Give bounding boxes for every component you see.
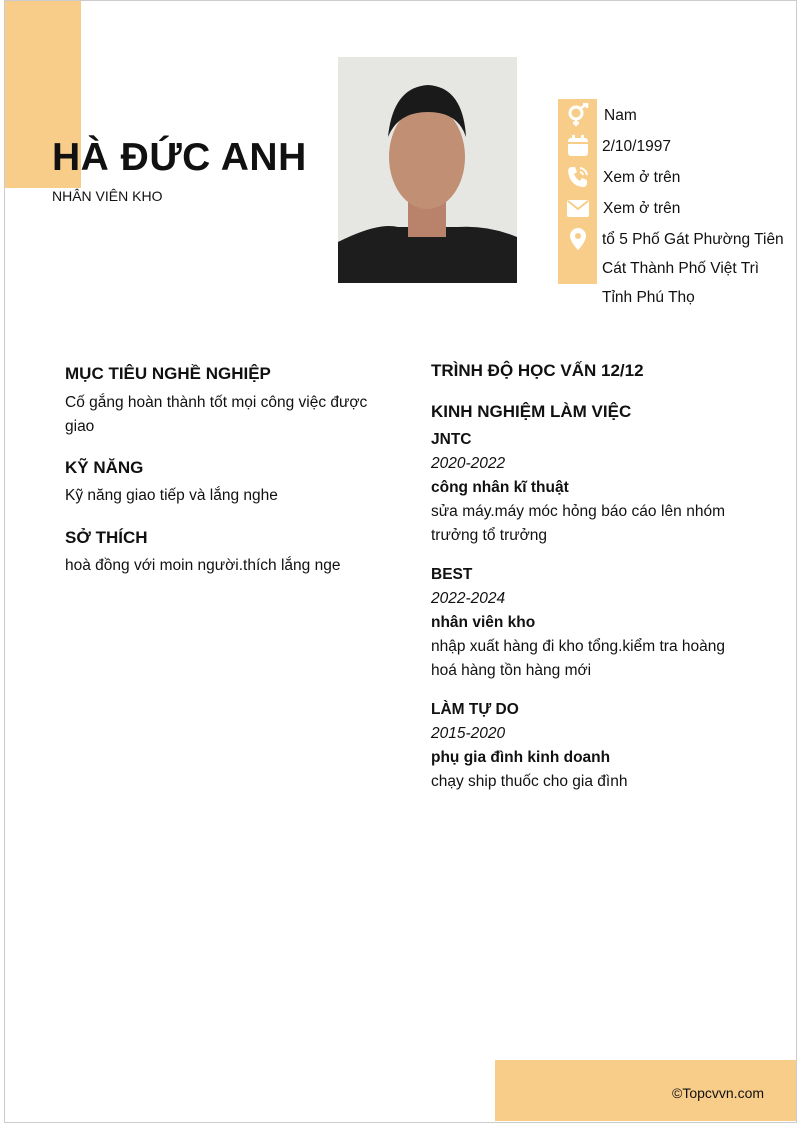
job-description: chạy ship thuốc cho gia đình	[431, 773, 628, 790]
location-icon	[566, 227, 590, 251]
job-period: 2022-2024	[431, 590, 506, 607]
job-description: sửa máy.máy móc hỏng báo cáo lên nhóm trưởng tổ trưởng	[431, 503, 725, 544]
email-value: Xem ở trên	[603, 200, 681, 217]
job-position: công nhân kĩ thuật	[431, 479, 569, 496]
job-position: phụ gia đình kinh doanh	[431, 749, 611, 766]
calendar-icon	[566, 134, 590, 158]
job-period: 2020-2022	[431, 455, 506, 472]
education-heading: TRÌNH ĐỘ HỌC VẤN 12/12	[431, 361, 644, 380]
job-company: JNTC	[431, 431, 472, 448]
job-company: LÀM TỰ DO	[431, 701, 519, 718]
gender-value: Nam	[604, 107, 637, 124]
job-period: 2015-2020	[431, 725, 506, 742]
skills-heading: KỸ NĂNG	[65, 458, 144, 477]
gender-icon	[566, 103, 590, 127]
objective-heading: MỤC TIÊU NGHỀ NGHIỆP	[65, 364, 271, 383]
phone-icon	[566, 165, 590, 189]
footer-credit: ©Topcvvn.com	[672, 1085, 765, 1101]
job-title: NHÂN VIÊN KHO	[52, 188, 163, 204]
skills-text: Kỹ năng giao tiếp và lắng nghe	[65, 487, 278, 504]
experience-heading: KINH NGHIỆM LÀM VIỆC	[431, 402, 632, 421]
profile-photo	[338, 57, 517, 283]
address-value: tổ 5 Phố Gát Phường Tiên Cát Thành Phố Việt Trì Tỉnh Phú Thọ	[602, 231, 784, 306]
job-company: BEST	[431, 566, 473, 583]
phone-value: Xem ở trên	[603, 169, 681, 186]
job-description: nhập xuất hàng đi kho tổng.kiểm tra hoàng hoá hàng tồn hàng mới	[431, 638, 725, 679]
email-icon	[566, 196, 590, 220]
objective-text: Cố gắng hoàn thành tốt mọi công việc được giao	[65, 394, 368, 435]
candidate-name: HÀ ĐỨC ANH	[52, 136, 307, 179]
hobbies-heading: SỞ THÍCH	[65, 528, 148, 547]
birthdate-value: 2/10/1997	[602, 138, 671, 155]
job-position: nhân viên kho	[431, 614, 536, 631]
hobbies-text: hoà đồng với moin người.thích lắng nge	[65, 557, 341, 574]
